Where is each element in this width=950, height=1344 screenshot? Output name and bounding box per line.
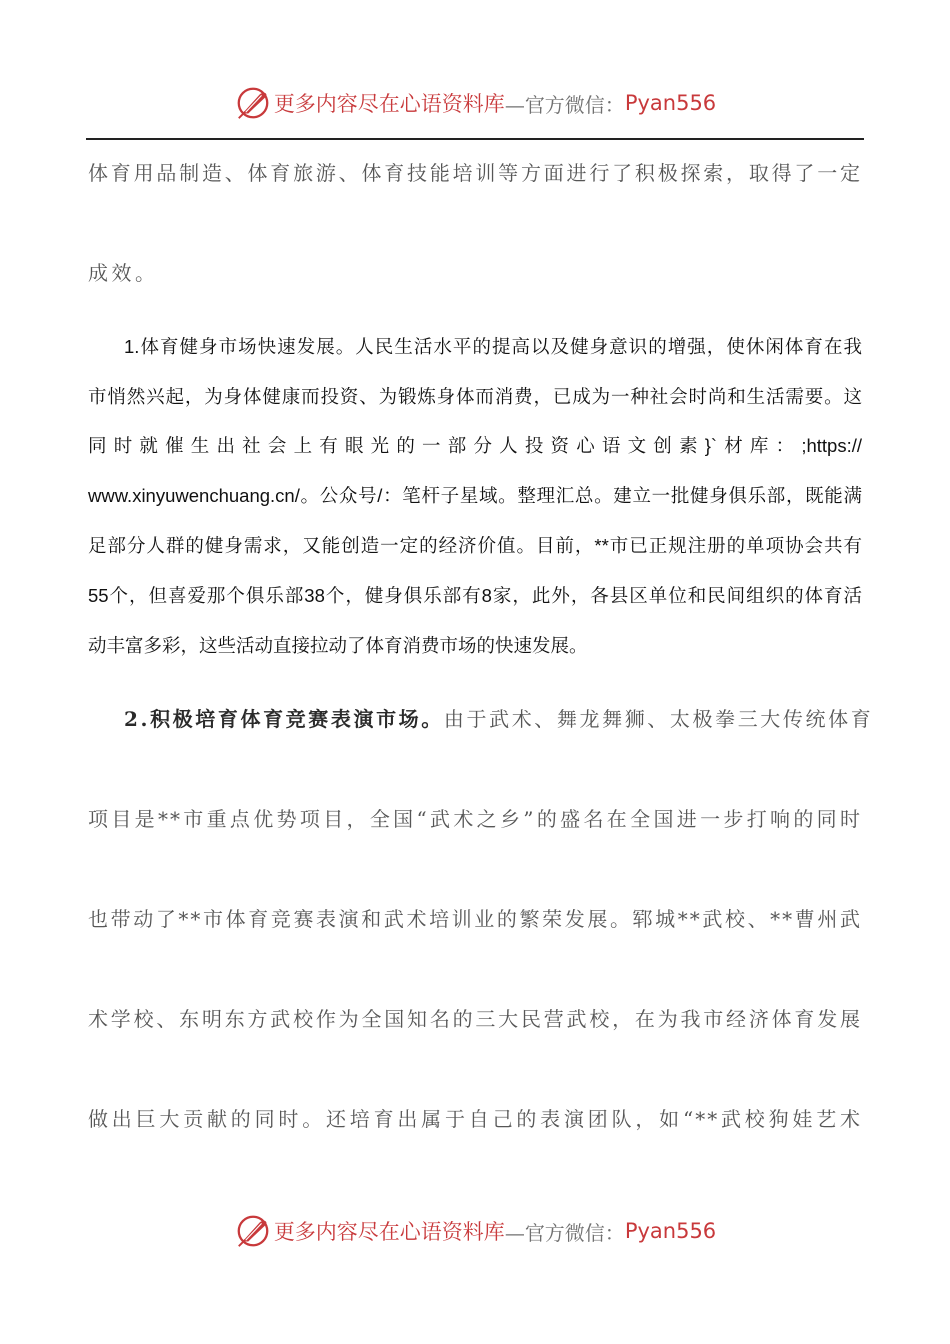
header-banner [0,80,950,126]
paragraph-line: 成效。 [88,261,159,285]
paragraph-line: 体育用品制造、体育旅游、体育技能培训等方面进行了积极探索，取得了一定 [88,161,862,185]
paragraph-line [124,703,874,732]
banner-separator: —官方微信： [504,92,625,117]
footer-banner [0,1208,950,1254]
paragraph-line: 55个，但喜爱那个俱乐部38个，健身俱乐部有8家，此外，各县区单位和民间组织的体育活 [88,585,862,606]
banner-separator: —官方微信： [504,1220,625,1245]
paragraph-line: 也带动了**市体育竞赛表演和武术培训业的繁荣发展。郓城**武校、**曹州武 [88,907,862,931]
banner-title: 更多内容尽在心语资料库 [273,1220,505,1244]
section-heading: 2.积极培育体育竞赛表演市场。 [124,707,444,731]
paragraph-line: 1.体育健身市场快速发展。人民生活水平的提高以及健身意识的增强，使休闲体育在我 [124,336,862,357]
banner-wechat-id: Pyan556 [624,1219,717,1243]
paragraph-line: 足部分人群的健身需求，又能创造一定的经济价值。目前，**市已正规注册的单项协会共有 [88,535,862,556]
header-divider [86,138,864,140]
quill-pen-logo-icon [234,1212,272,1250]
paragraph-text: 由于武术、舞龙舞狮、太极拳三大传统体育 [443,707,874,731]
paragraph-line: 市悄然兴起，为身体健康而投资、为锻炼身体而消费，已成为一种社会时尚和生活需要。这 [88,386,862,407]
paragraph-line: 做出巨大贡献的同时。还培育出属于自己的表演团队，如“**武校狗娃艺术 [88,1107,862,1131]
paragraph-line: www.xinyuwenchuang.cn/。公众号/：笔杆子星域。整理汇总。建立一批健身俱乐部，既能满 [88,485,862,506]
quill-pen-logo-icon [234,84,272,122]
banner-wechat-id: Pyan556 [624,91,717,115]
banner-title: 更多内容尽在心语资料库 [273,92,505,116]
paragraph-line: 项目是**市重点优势项目，全国“武术之乡”的盛名在全国进一步打响的同时 [88,807,862,831]
paragraph-line: 术学校、东明东方武校作为全国知名的三大民营武校，在为我市经济体育发展 [88,1007,862,1031]
paragraph-line: 同时就催生出社会上有眼光的一部分人投资心语文创素}`材库：;https:// [88,435,862,456]
paragraph-line: 动丰富多彩，这些活动直接拉动了体育消费市场的快速发展。 [88,635,588,656]
